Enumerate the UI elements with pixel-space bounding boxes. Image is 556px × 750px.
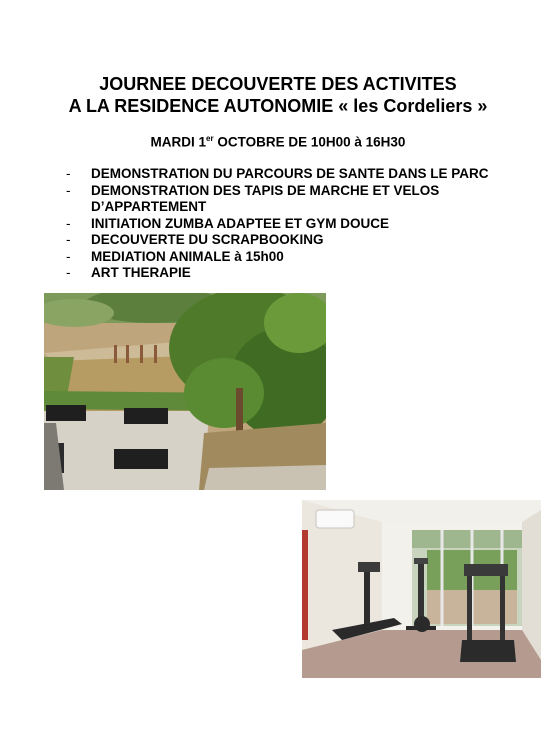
bullet-dash: - xyxy=(66,265,71,280)
activity-label: DECOUVERTE DU SCRAPBOOKING xyxy=(91,232,324,247)
park-photo xyxy=(44,293,326,490)
list-item xyxy=(66,265,536,282)
title-line-1: JOURNEE DECOUVERTE DES ACTIVITES xyxy=(99,74,457,94)
date-prefix: MARDI 1 xyxy=(150,134,207,150)
bullet-dash: - xyxy=(66,166,71,181)
bullet-dash: - xyxy=(66,215,71,231)
activity-list xyxy=(66,166,536,282)
activity-label: ART THERAPIE xyxy=(91,265,191,280)
list-item xyxy=(66,166,536,183)
activity-label: DEMONSTRATION DU PARCOURS DE SANTE DANS LE PARC xyxy=(91,166,489,181)
title-line-2: A LA RESIDENCE AUTONOMIE « les Cordeliers » xyxy=(68,96,488,116)
bullet-dash: - xyxy=(66,182,71,198)
bullet-dash: - xyxy=(66,232,71,247)
list-item xyxy=(66,232,536,249)
activity-label: MEDIATION ANIMALE à 15h00 xyxy=(91,248,284,264)
activity-label: DEMONSTRATION DES TAPIS DE MARCHE ET VELOS D’APPARTEMENT xyxy=(91,182,440,214)
activity-label: INITIATION ZUMBA ADAPTEE ET GYM DOUCE xyxy=(91,215,389,231)
list-item xyxy=(66,249,536,266)
date-suffix: OCTOBRE DE 10H00 à 16H30 xyxy=(213,134,406,150)
event-date xyxy=(0,134,556,150)
list-item xyxy=(66,183,536,216)
bullet-dash: - xyxy=(66,248,71,264)
list-item xyxy=(66,216,536,233)
gym-photo xyxy=(302,500,541,678)
date-superscript: er xyxy=(206,134,214,143)
